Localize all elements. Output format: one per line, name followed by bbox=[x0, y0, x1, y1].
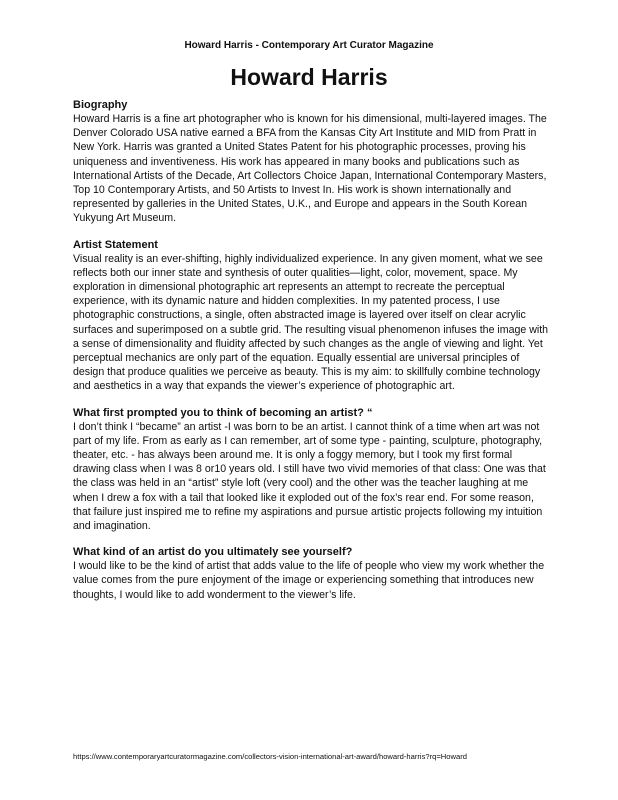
article-body bbox=[73, 98, 551, 614]
running-header: Howard Harris - Contemporary Art Curator Magazine bbox=[184, 40, 434, 51]
section-text: Howard Harris is a fine art photographer who is known for his dimensional, multi-layered images. The Denver Colorado USA native earned a BFA from the Kansas City Art Institute and MID from Pratt in New York. Harris was granted a United States Patent for his photographic processes, proving his uniqueness and inventiveness. His work has appeared in many books and publications such as International Artists of the Decade, Art Collectors Choice Japan, International Contemporary Masters, Top 10 Contemporary Artists, and 50 Artists to Invest In. His work is shown internationally and represented by galleries in the United States, U.K., and Europe and appears in the South Korean Yukyung Art Museum. bbox=[73, 113, 547, 225]
section-heading: Artist Statement bbox=[73, 238, 158, 251]
section-heading: What first prompted you to think of becoming an artist? “ bbox=[73, 406, 373, 419]
section-artist-statement bbox=[73, 238, 551, 394]
section-text: Visual reality is an ever-shifting, highly individualized experience. In any given moment, what we see reflects both our inner state and synthesis of outer qualities—light, color, movement, space. My exploration in dimensional photographic art represents an attempt to recreate the perceptual experience, with its dynamic nature and hidden complexities. In my patented process, I use photographic constructions, a single, often abstracted image is layered over itself on clear acrylic surfaces and superimposed on a subtle grid. The resulting visual phenomenon infuses the image with a sense of dimensionality and fluidity affected by such changes as the angle of viewing and light. Yet perceptual mechanics are only part of the equation. Equally essential are universal principles of design that produce qualities we perceive as beauty. This is my aim: to skillfully combine technology and aesthetics in a way that expands the viewer’s experience of photographic art. bbox=[73, 252, 549, 393]
section-artist-vision bbox=[73, 545, 551, 602]
section-text: I don’t think I “became” an artist -I was born to be an artist. I cannot think of a time when art was not part of my life. From as early as I can remember, art of some type - painting, sculpture, photography, theater, etc. - has always been around me. It is only a foggy memory, but I took my first formal drawing class when I was 8 or10 years old. I still have two vivid memories of that class: One was that the class was held in an “artist” style loft (very cool) and the other was the teacher laughing at me when I drew a fox with a tail that looked like it exploded out of the fox’s rear end. For some reason, that failure just inspired me to refine my aspirations and pursue artistic projects following my intuition and imagination. bbox=[73, 420, 546, 533]
section-first-prompted bbox=[73, 406, 551, 534]
footer-url: https://www.contemporaryartcuratormagazine.com/collectors-vision-international-art-award/howard-harris?rq=Howard bbox=[73, 752, 467, 761]
page-title: Howard Harris bbox=[230, 64, 388, 90]
section-text: I would like to be the kind of artist that adds value to the life of people who view my work whether the value comes from the pure enjoyment of the image or experiencing something that introduces new thoughts, I would like to add wonderment to the viewer’s life. bbox=[73, 560, 545, 601]
section-biography bbox=[73, 98, 551, 226]
section-heading: What kind of an artist do you ultimately see yourself? bbox=[73, 546, 353, 559]
section-heading: Biography bbox=[73, 99, 128, 111]
